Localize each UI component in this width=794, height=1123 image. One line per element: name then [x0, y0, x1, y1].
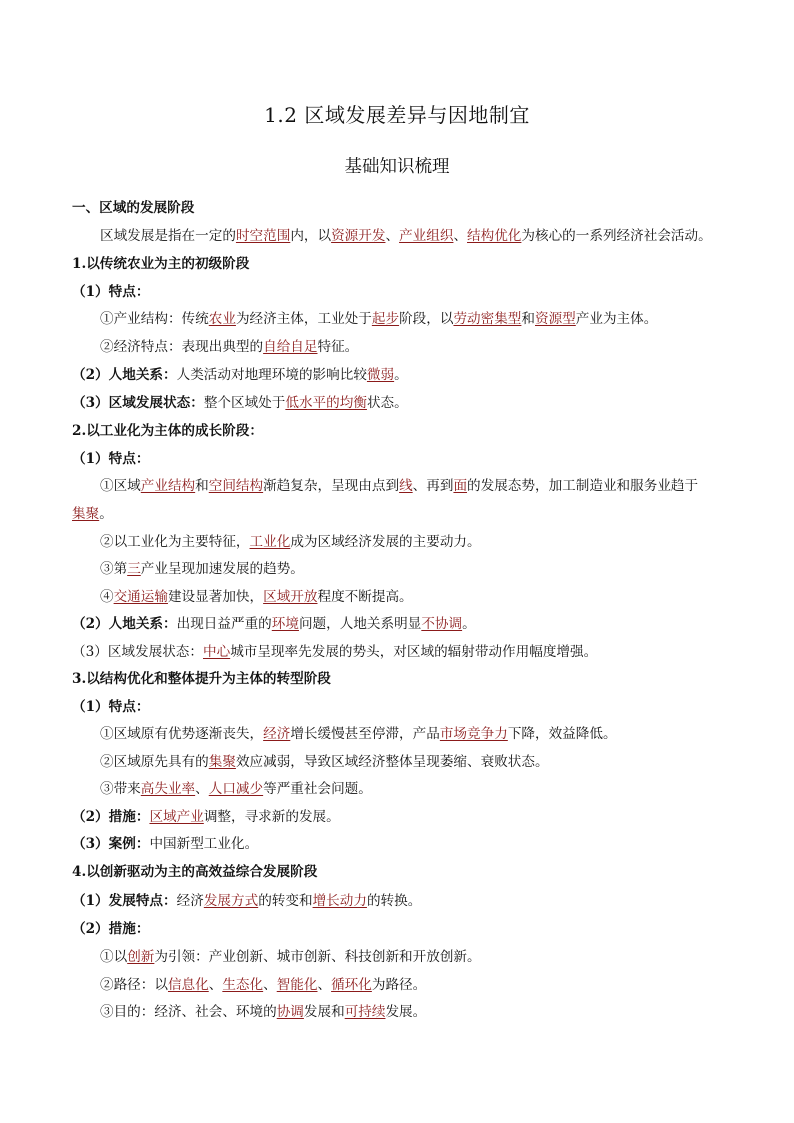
- heading-text: 4.以创新驱动为主的高效益综合发展阶段: [72, 864, 318, 880]
- body-text: 出现日益严重的: [176, 616, 272, 632]
- answer-keyword: 三: [127, 561, 141, 577]
- body-text: 、: [208, 977, 223, 993]
- body-text: 发展。: [385, 1004, 427, 1020]
- list-item: [100, 476, 698, 496]
- body-text: ③第: [100, 561, 128, 577]
- heading-text: （2）人地关系：: [72, 616, 177, 632]
- answer-keyword: 自给自足: [263, 339, 318, 355]
- list-item: [100, 337, 358, 357]
- answer-keyword: 资源开发: [331, 228, 386, 244]
- subheading-features: [72, 449, 149, 469]
- heading-text: （3）案例：: [72, 836, 150, 852]
- body-text: 为引领：产业创新、城市创新、科技创新和开放创新。: [154, 949, 481, 965]
- body-text: 的发展态势，加工制造业和服务业趋于: [467, 478, 699, 494]
- body-text: 、: [453, 228, 468, 244]
- subheading-measures: [72, 919, 149, 939]
- body-text: 为路径。: [371, 977, 427, 993]
- body-text: 人类活动对地理环境的影响比较: [176, 367, 367, 383]
- subheading-state: [72, 393, 408, 413]
- body-text: 下降，效益降低。: [507, 726, 617, 742]
- answer-keyword: 线: [399, 478, 413, 494]
- answer-keyword: 微弱: [366, 367, 395, 383]
- list-item: [100, 532, 481, 552]
- subheading-measures: [72, 807, 340, 827]
- answer-keyword: 生态化: [222, 977, 264, 993]
- body-text: ②路径：以: [100, 977, 168, 993]
- list-item: [100, 309, 657, 329]
- heading-text: （1）特点：: [72, 451, 150, 467]
- body-text: ④: [100, 589, 114, 605]
- answer-keyword: 面: [453, 478, 468, 494]
- body-text: 程度不断提高。: [317, 589, 413, 605]
- body-text: ③带来: [100, 781, 141, 797]
- body-text: 和: [195, 478, 209, 494]
- body-text: 问题，人地关系明显: [298, 616, 422, 632]
- body-text: 为经济主体，工业处于: [235, 311, 372, 327]
- body-text: 发展和: [303, 1004, 345, 1020]
- answer-keyword: 创新: [127, 949, 155, 965]
- heading-stage-1: [72, 254, 249, 274]
- body-text: 增长缓慢甚至停滞，产品: [290, 726, 440, 742]
- subheading-case: [72, 834, 258, 854]
- answer-keyword: 资源型: [535, 311, 576, 327]
- answer-keyword: 交通运输: [113, 589, 168, 605]
- body-text: ②以工业化为主要特征，: [100, 534, 250, 550]
- list-item: [100, 752, 549, 772]
- answer-keyword: 集聚: [208, 754, 236, 770]
- subheading-dev-features: [72, 891, 421, 911]
- body-text: 。: [99, 506, 113, 522]
- answer-keyword: 农业: [208, 311, 236, 327]
- body-text: ②区域原先具有的: [100, 754, 209, 770]
- heading-stage-2: [72, 421, 263, 441]
- heading-text: （1）发展特点：: [72, 893, 177, 909]
- answer-keyword: 产业组织: [399, 228, 454, 244]
- answer-keyword: 循环化: [331, 977, 372, 993]
- body-text: 产业呈现加速发展的趋势。: [140, 561, 304, 577]
- answer-keyword: 中心: [203, 644, 231, 660]
- heading-text: （3）区域发展状态：: [72, 395, 204, 411]
- body-text: （3）区域发展状态：: [72, 644, 203, 660]
- list-item: [100, 975, 426, 995]
- body-text: 和: [521, 311, 535, 327]
- body-text: 渐趋复杂，呈现由点到: [263, 478, 400, 494]
- answer-keyword: 集聚: [72, 506, 100, 522]
- body-text: 、: [385, 228, 400, 244]
- answer-keyword: 协调: [276, 1004, 304, 1020]
- heading-text: 2.以工业化为主体的成长阶段：: [72, 423, 263, 439]
- heading-stage-3: [72, 669, 331, 689]
- list-item: [100, 724, 617, 744]
- answer-keyword: 环境: [271, 616, 299, 632]
- answer-keyword: 区域开放: [263, 589, 318, 605]
- body-text: 的转换。: [366, 893, 422, 909]
- answer-keyword: 低水平的均衡: [285, 395, 367, 411]
- body-text: 调整，寻求新的发展。: [203, 809, 340, 825]
- body-text: 。: [394, 367, 408, 383]
- heading-text: （2）措施：: [72, 809, 150, 825]
- body-text: 内，以: [290, 228, 332, 244]
- body-text: 、: [317, 977, 332, 993]
- answer-keyword: 区域产业: [149, 809, 204, 825]
- list-item-continuation: [72, 504, 113, 524]
- body-text: ①区域原有优势逐渐丧失，: [100, 726, 264, 742]
- body-text: 、再到: [412, 478, 454, 494]
- body-text: 城市呈现率先发展的势头，对区域的辐射带动作用幅度增强。: [230, 644, 598, 660]
- answer-keyword: 劳动密集型: [453, 311, 522, 327]
- subheading-relation: [72, 614, 476, 634]
- subheading-features: [72, 282, 149, 302]
- list-item: [100, 559, 304, 579]
- subheading-state: [72, 642, 597, 662]
- answer-keyword: 起步: [371, 311, 400, 327]
- body-text: 阶段，以: [399, 311, 454, 327]
- answer-keyword: 时空范围: [235, 228, 291, 244]
- list-item: [100, 779, 372, 799]
- subheading-features: [72, 697, 149, 717]
- answer-keyword: 智能化: [276, 977, 318, 993]
- heading-text: （2）措施：: [72, 921, 150, 937]
- body-text: ①产业结构：传统: [100, 311, 209, 327]
- body-text: 。: [462, 616, 476, 632]
- body-text: ②经济特点：表现出典型的: [100, 339, 264, 355]
- body-text: 的转变和: [258, 893, 313, 909]
- heading-text: （1）特点：: [72, 699, 150, 715]
- answer-keyword: 经济: [263, 726, 291, 742]
- answer-keyword: 不协调: [421, 616, 463, 632]
- heading-text: （1）特点：: [72, 284, 150, 300]
- body-text: 产业为主体。: [575, 311, 658, 327]
- body-text: 为核心的一系列经济社会活动。: [521, 228, 712, 244]
- answer-keyword: 增长动力: [312, 893, 367, 909]
- heading-text: 一、区域的发展阶段: [72, 200, 195, 216]
- list-item: [100, 1002, 426, 1022]
- body-text: ③目的：经济、社会、环境的: [100, 1004, 277, 1020]
- body-text: 状态。: [366, 395, 408, 411]
- body-text: 中国新型工业化。: [149, 836, 259, 852]
- body-text: 、: [195, 781, 209, 797]
- page-title: 1.2 区域发展差异与因地制宜: [264, 103, 530, 127]
- answer-keyword: 产业结构: [140, 478, 196, 494]
- answer-keyword: 可持续: [344, 1004, 386, 1020]
- body-text: ①以: [100, 949, 128, 965]
- answer-keyword: 发展方式: [203, 893, 259, 909]
- subheading-relation: [72, 365, 408, 385]
- body-text: 特征。: [317, 339, 359, 355]
- list-item: [100, 587, 413, 607]
- body-text: 、: [263, 977, 277, 993]
- heading-section-1: [72, 198, 194, 218]
- heading-stage-4: [72, 862, 317, 882]
- heading-text: 1.以传统农业为主的初级阶段: [72, 256, 250, 272]
- answer-keyword: 高失业率: [140, 781, 196, 797]
- answer-keyword: 市场竞争力: [439, 726, 508, 742]
- body-text: 区域发展是指在一定的: [100, 228, 236, 244]
- body-text: 整个区域处于: [203, 395, 286, 411]
- answer-keyword: 空间结构: [208, 478, 264, 494]
- answer-keyword: 工业化: [249, 534, 291, 550]
- section-subtitle: 基础知识梳理: [344, 157, 450, 177]
- body-text: 建设显著加快，: [167, 589, 264, 605]
- body-text: ①区域: [100, 478, 141, 494]
- body-text: 效应减弱，导致区域经济整体呈现萎缩、衰败状态。: [235, 754, 549, 770]
- heading-text: （2）人地关系：: [72, 367, 177, 383]
- answer-keyword: 结构优化: [467, 228, 522, 244]
- body-text: 等严重社会问题。: [263, 781, 372, 797]
- list-item: [100, 947, 481, 967]
- heading-text: 3.以结构优化和整体提升为主体的转型阶段: [72, 671, 331, 687]
- body-text: 经济: [176, 893, 204, 909]
- answer-keyword: 人口减少: [208, 781, 264, 797]
- paragraph-definition: [100, 226, 712, 246]
- body-text: 成为区域经济发展的主要动力。: [290, 534, 481, 550]
- answer-keyword: 信息化: [167, 977, 209, 993]
